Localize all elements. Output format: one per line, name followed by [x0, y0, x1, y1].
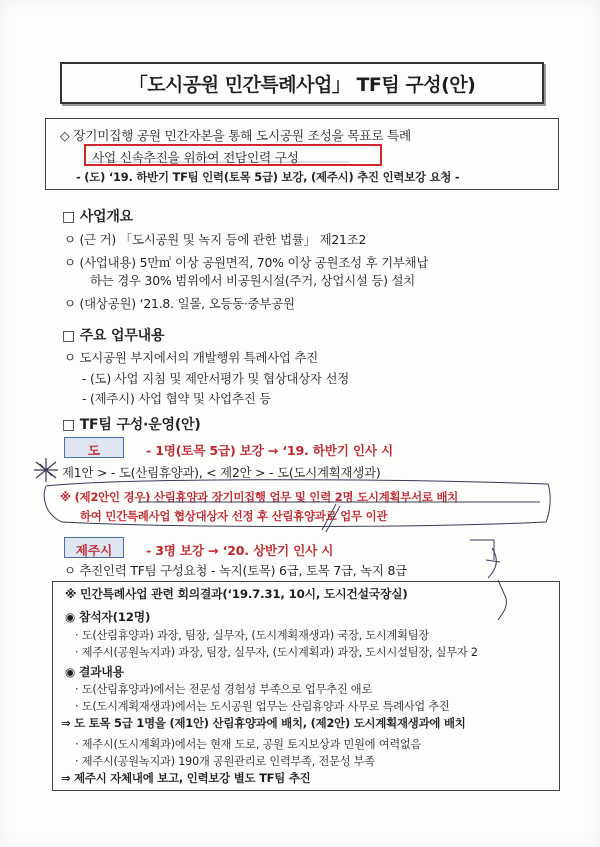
- summary-box: [45, 118, 559, 190]
- jeju-label: 제주시: [75, 543, 113, 558]
- meeting-box: [52, 581, 560, 791]
- overview-item-1: ㅇ (근 거) 「도시공원 및 녹지 등에 관한 법률」 제21조2: [64, 232, 367, 247]
- star-scribble-mark: [34, 458, 58, 482]
- tf-options: 제1안 > - 도(산림휴양과), < 제2안 > - 도(도시계획재생과): [62, 465, 381, 480]
- title-box: [60, 62, 544, 104]
- do-label: 도: [87, 443, 101, 458]
- jeju-line: - 3명 보강 → ‘20. 상반기 인사 시: [146, 543, 334, 558]
- duties-item-1: ㅇ 도시공원 부지에서의 개발행위 특례사업 추진: [64, 350, 319, 365]
- attendee-line-1: · 도(산림휴양과) 과장, 팀장, 실무자, (도시계획재생과) 국장, 도시계획팀장: [75, 629, 429, 642]
- summary-line-3: - (도) ‘19. 하반기 TF팀 인력(토목 5급) 보강, (제주시) 추진 인력보강 요청 -: [76, 170, 460, 184]
- jeju-label-box: [64, 537, 124, 558]
- do-line: - 1명(토목 5급) 보강 → ‘19. 하반기 인사 시: [146, 443, 393, 458]
- result-line-4: · 제주시(공원녹지과) 190개 공원관리로 인력부족, 전문성 부족: [75, 755, 375, 768]
- section-heading-tf: □ TF팀 구성·운영(안): [62, 417, 201, 433]
- do-label-box: [64, 437, 124, 458]
- overview-item-2: ㅇ (사업내용) 5만㎡ 이상 공원면적, 70% 이상 공원조성 후 기부채납: [64, 255, 429, 270]
- meeting-title: ※ 민간특례사업 관련 회의결과(‘19.7.31, 10시, 도시건설국장실): [65, 587, 408, 601]
- result-line-3: · 제주시(도시계획과)에서는 현재 도로, 공원 토지보상과 민원에 여력없음: [75, 738, 422, 751]
- overview-item-4: ㅇ (대상공원) ‘21.8. 일몰, 오등동·중부공원: [64, 296, 295, 311]
- overview-item-3: 하는 경우 30% 범위에서 비공원시설(주거, 상업시설 등) 설치: [90, 273, 416, 288]
- attendees-heading: ◉ 참석자(12명): [65, 610, 151, 624]
- summary-line-1: ◇ 장기미집행 공원 민간자본을 통해 도시공원 조성을 목표로 특례: [60, 128, 412, 143]
- result-line-2: · 도(도시계획재생과)에서는 도시공원 업무는 산림휴양과 사무로 특례사업 추진: [75, 700, 450, 713]
- attendee-line-2: · 제주시(공원녹지과) 과장, 팀장, 실무자, (도시계획과) 과장, 도시시설팀장, 실무자 2: [75, 646, 478, 659]
- summary-line-2: 사업 신속추진을 위하여 전담인력 구성: [92, 150, 299, 165]
- duties-item-2: - (도) 사업 지침 및 제안서평가 및 협상대상자 선정: [82, 371, 350, 386]
- conclusion-line-1: ⇒ 도 토목 5급 1명을 (제1안) 산림휴양과에 배치, (제2안) 도시계획재생과에 배치: [61, 716, 466, 730]
- result-line-1: · 도(산림휴양과)에서는 전문성 경험성 부족으로 업무추진 애로: [75, 683, 373, 696]
- tf-note-line-2: 하여 민간특례사업 협상대상자 선정 후 산림휴양과로 업무 이관: [80, 509, 388, 523]
- duties-item-3: - (제주시) 사업 협약 및 사업추진 등: [82, 391, 271, 406]
- results-heading: ◉ 결과내용: [65, 665, 124, 679]
- section-heading-duties: □ 주요 업무내용: [62, 328, 165, 344]
- page-title: 「도시공원 민간특례사업」 TF팀 구성(안): [128, 74, 476, 96]
- tf-request-line: ㅇ 추진인력 TF팀 구성요청 - 녹지(토목) 6급, 토목 7급, 녹지 8급: [64, 563, 407, 578]
- tf-note-line-1: ※ (제2안인 경우) 산림휴양과 장기미집행 업무 및 인력 2명 도시계획부서로 배치: [60, 490, 459, 504]
- summary-highlight-box: [84, 144, 382, 166]
- section-heading-overview: □ 사업개요: [62, 209, 133, 225]
- conclusion-line-2: ⇒ 제주시 자체내에 보고, 인력보강 별도 TF팀 추진: [61, 771, 311, 785]
